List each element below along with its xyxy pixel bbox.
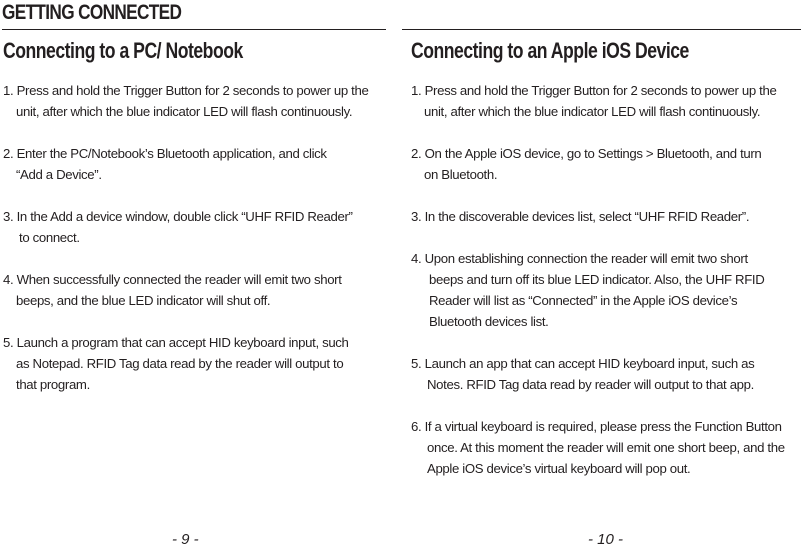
header-divider-left <box>2 29 386 30</box>
page-header-title: GETTING CONNECTED <box>2 1 182 24</box>
step-text: 4. Upon establishing connection the reader will emit two short <box>411 251 748 266</box>
step-item <box>411 353 803 395</box>
step-text: “Add a Device”. <box>16 167 102 182</box>
step-text: Notes. RFID Tag data read by reader will output to that app. <box>427 377 754 392</box>
step-text: Apple iOS device’s virtual keyboard will pop out. <box>427 461 691 476</box>
step-text: that program. <box>16 377 90 392</box>
step-text: 5. Launch an app that can accept HID keyboard input, such as <box>411 356 755 371</box>
step-item <box>411 143 803 185</box>
apple-ios-title: Connecting to an Apple iOS Device <box>411 38 689 63</box>
page-number-left: - 9 - <box>172 531 199 548</box>
page-number-right: - 10 - <box>588 531 624 548</box>
step-text: 3. In the discoverable devices list, select “UHF RFID Reader”. <box>411 209 750 224</box>
step-text: 1. Press and hold the Trigger Button for 2 seconds to power up the <box>411 83 777 98</box>
step-text: Bluetooth devices list. <box>429 314 549 329</box>
step-text: unit, after which the blue indicator LED will flash continuously. <box>424 104 761 119</box>
pc-notebook-steps <box>3 80 395 395</box>
step-text: unit, after which the blue indicator LED will flash continuously. <box>16 104 353 119</box>
step-item <box>3 206 395 248</box>
pc-notebook-title: Connecting to a PC/ Notebook <box>3 38 243 63</box>
header-divider-right <box>402 29 801 30</box>
apple-ios-section <box>411 38 803 500</box>
step-item <box>411 416 803 479</box>
step-text: 3. In the Add a device window, double click “UHF RFID Reader” <box>3 209 353 224</box>
step-text: to connect. <box>19 230 80 245</box>
step-item <box>3 80 395 122</box>
step-text: Reader will list as “Connected” in the Apple iOS device’s <box>429 293 738 308</box>
step-item <box>3 269 395 311</box>
step-item <box>411 80 803 122</box>
step-text: 2. Enter the PC/Notebook’s Bluetooth application, and click <box>3 146 327 161</box>
pc-notebook-section <box>3 38 395 416</box>
step-item <box>411 206 803 227</box>
step-text: as Notepad. RFID Tag data read by the reader will output to <box>16 356 344 371</box>
step-item <box>3 143 395 185</box>
step-text: 1. Press and hold the Trigger Button for 2 seconds to power up the <box>3 83 369 98</box>
step-item <box>411 248 803 332</box>
step-text: beeps and turn off its blue LED indicator. Also, the UHF RFID <box>429 272 765 287</box>
step-item <box>3 332 395 395</box>
apple-ios-steps <box>411 80 803 479</box>
step-text: 4. When successfully connected the reader will emit two short <box>3 272 342 287</box>
step-text: beeps, and the blue LED indicator will shut off. <box>16 293 271 308</box>
step-text: 2. On the Apple iOS device, go to Settings > Bluetooth, and turn <box>411 146 762 161</box>
step-text: on Bluetooth. <box>424 167 498 182</box>
step-text: 6. If a virtual keyboard is required, please press the Function Button <box>411 419 782 434</box>
step-text: 5. Launch a program that can accept HID keyboard input, such <box>3 335 349 350</box>
step-text: once. At this moment the reader will emit one short beep, and the <box>427 440 785 455</box>
